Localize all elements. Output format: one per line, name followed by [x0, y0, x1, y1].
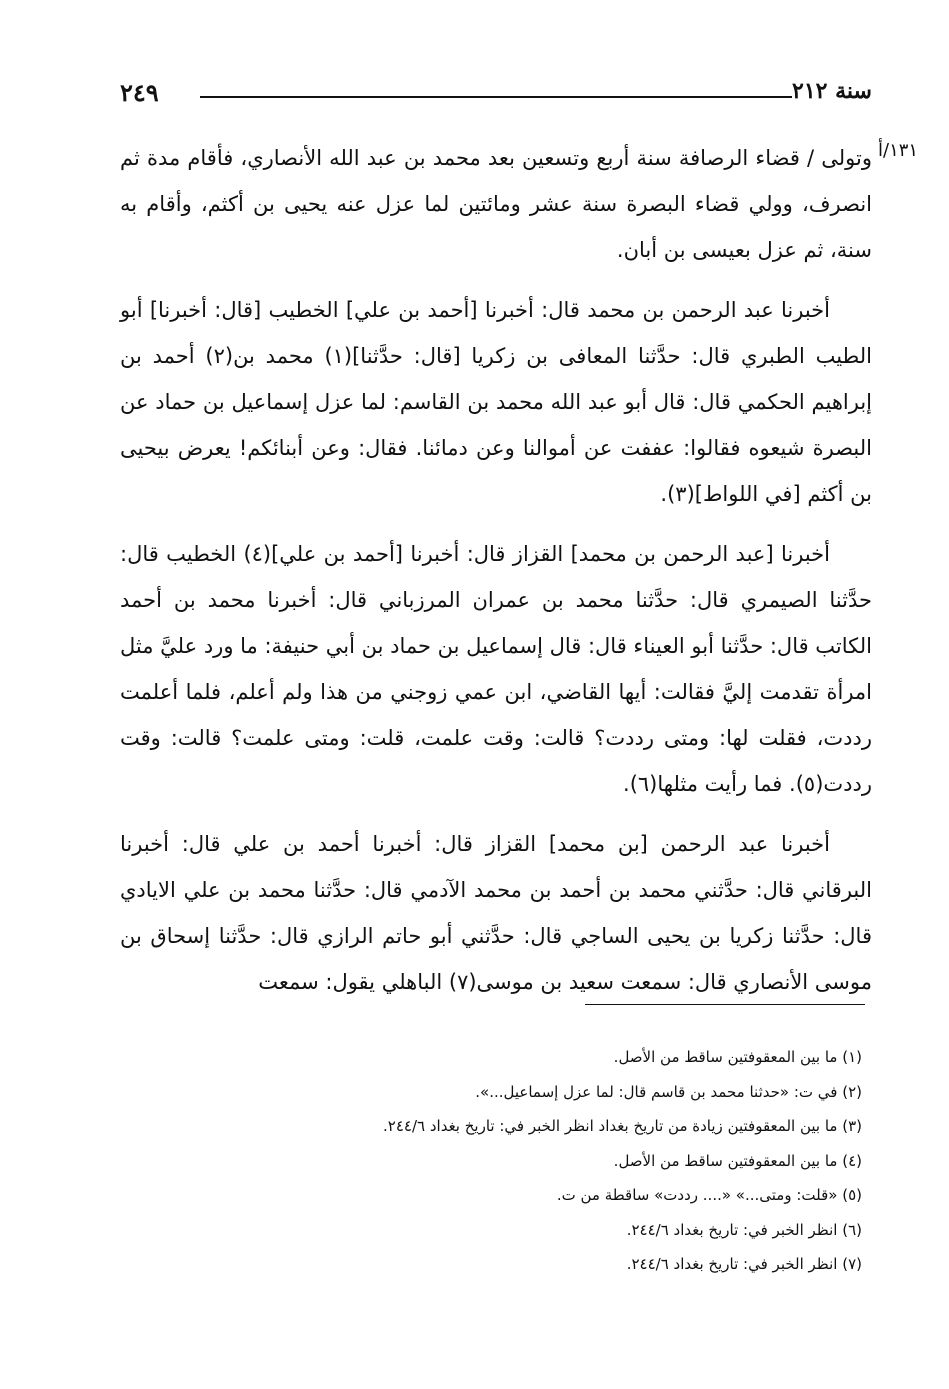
footnote: (٧) انظر الخبر في: تاريخ بغداد ٢٤٤/٦.: [626, 1255, 862, 1273]
footnote-separator: [585, 1004, 865, 1005]
footnote: (٢) في ت: «حدثنا محمد بن قاسم قال: لما عزل إسماعيل...».: [475, 1082, 862, 1101]
paragraph: أخبرنا عبد الرحمن بن محمد قال: أخبرنا [أحمد بن علي] الخطيب [قال: أخبرنا] أبو الطيب الطبري قال: حدَّثنا المعافى بن زكريا [قال: حدَّثنا](١) محمد بن(٢) أحمد بن إبراهيم الحكمي قال: قال أبو عبد الله محمد بن القاسم: لما عزل إسماعيل بن حماد عن البصرة شيعوه فقالوا: عففت عن أموالنا وعن دمائنا. فقال: وعن أبنائكم! يعرض بيحيى بن أكثم [في اللواط](٣).: [120, 298, 872, 506]
footnote: (٦) انظر الخبر في: تاريخ بغداد ٢٤٤/٦.: [626, 1220, 862, 1239]
footnote: (١) ما بين المعقوفتين ساقط من الأصل.: [613, 1048, 862, 1066]
footnote: (٤) ما بين المعقوفتين ساقط من الأصل.: [613, 1151, 862, 1170]
page-number: ٢٤٩: [120, 78, 159, 107]
header-year: سنة ٢١٢: [792, 78, 872, 104]
manuscript-folio-ref: ١٣١/أ: [878, 140, 919, 161]
footnote: (٥) «قلت: ومتى...» «.... رددت» ساقطة من ت.: [556, 1186, 862, 1204]
paragraph: وتولى / قضاء الرصافة سنة أربع وتسعين بعد محمد بن عبد الله الأنصاري، فأقام مدة ثم انصرف، وولي قضاء البصرة سنة عشر ومائتين لما عزل عنه يحيى بن أكثم، وأقام به سنة، ثم عزل بعيسى بن أبان.: [120, 146, 872, 262]
footnotes: [120, 1040, 862, 1282]
header-rule: [200, 96, 792, 98]
footnote: (٣) ما بين المعقوفتين زيادة من تاريخ بغداد انظر الخبر في: تاريخ بغداد ٢٤٤/٦.: [383, 1117, 862, 1135]
paragraph: أخبرنا عبد الرحمن [بن محمد] القزاز قال: أخبرنا أحمد بن علي قال: أخبرنا البرقاني قال: حدَّثني محمد بن أحمد بن محمد الآدمي قال: حدَّثنا محمد بن علي الايادي قال: حدَّثنا زكريا بن يحيى الساجي قال: حدَّثني أبو حاتم الرازي قال: حدَّثنا إسحاق بن موسى الأنصاري قال: سمعت سعيد بن موسى(٧) الباهلي يقول: سمعت: [120, 832, 872, 994]
running-header: [120, 78, 872, 112]
paragraph: أخبرنا [عبد الرحمن بن محمد] القزاز قال: أخبرنا [أحمد بن علي](٤) الخطيب قال: حدَّثنا الصيمري قال: حدَّثنا محمد بن عمران المرزباني قال: أخبرنا محمد بن أحمد الكاتب قال: حدَّثنا أبو العيناء قال: قال إسماعيل بن حماد بن أبي حنيفة: ما ورد عليَّ مثل امرأة تقدمت إليَّ فقالت: أيها القاضي، ابن عمي زوجني من هذا ولم أعلم، فلما أعلمت رددت، فقلت لها: ومتى رددت؟ قالت: وقت علمت، قلت: ومتى علمت؟ قالت: وقت رددت(٥). فما رأيت مثلها(٦).: [120, 542, 872, 796]
main-text: [120, 135, 872, 1019]
